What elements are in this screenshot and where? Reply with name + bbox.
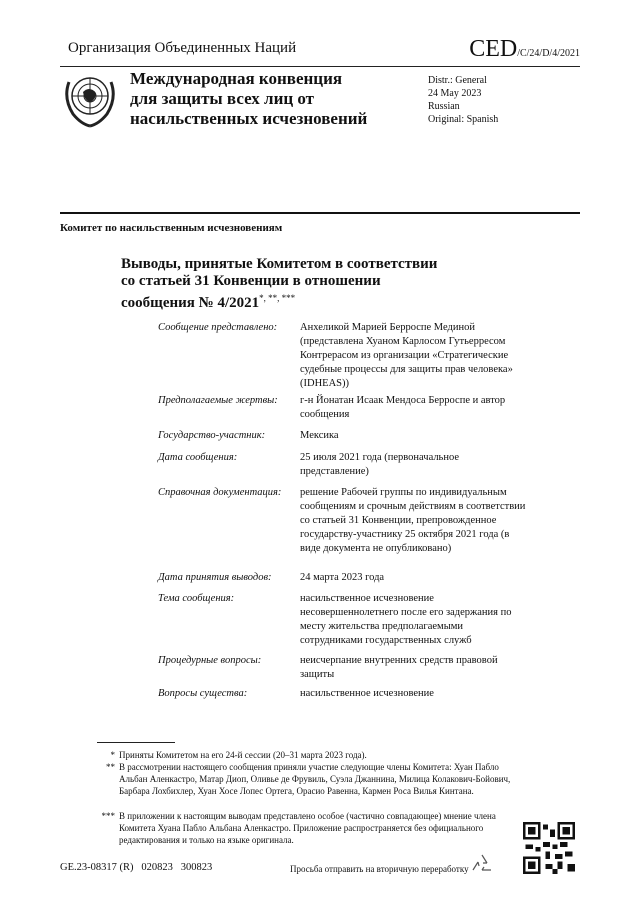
row-value: решение Рабочей группы по индивидуальным сообщениям и срочным действиям в соответствии со статьей 31 Конвенции, препровожденное государству-участнику 25 октября 2021 года (в виде документа не опубликовано) bbox=[300, 487, 526, 554]
row-value: насильственное исчезновение несовершеннолетнего после его задержания по месту жительства предполагаемыми сотрудниками государственных служб bbox=[300, 593, 512, 646]
footnote-text: В приложении к настоящим выводам представлено особое (частично совпадающее) мнение члена Комитета Хуана Пабло Альбана Аленкастро. Приложение распространяется без официального редактирования и только на языке оригинала. bbox=[119, 811, 496, 845]
footnote bbox=[97, 761, 517, 797]
heading-line: Выводы, принятые Комитетом в соответствии bbox=[121, 256, 438, 272]
row-value: г-н Йонатан Исаак Мендоса Берроспе и автор сообщения bbox=[300, 395, 506, 420]
committee-name: Комитет по насильственным исчезновениям bbox=[60, 222, 283, 234]
row-label: Дата принятия выводов: bbox=[158, 572, 272, 583]
convention-title bbox=[130, 69, 410, 129]
job-number: GE.23-08317 (R) 020823 300823 bbox=[60, 862, 213, 873]
qr-code-icon bbox=[523, 822, 575, 874]
footnote-mark: *** bbox=[101, 811, 115, 821]
convention-title-line: для защиты всех лиц от bbox=[130, 89, 315, 108]
footnote-rule bbox=[97, 742, 175, 743]
row-label: Справочная документация: bbox=[158, 487, 282, 498]
row-label: Государство-участник: bbox=[158, 430, 266, 441]
convention-title-line: Международная конвенция bbox=[130, 69, 343, 88]
footnote-marks: *, **, *** bbox=[259, 293, 296, 303]
distribution-info bbox=[428, 74, 498, 126]
document-symbol bbox=[469, 36, 580, 63]
heading-line: со статьей 31 Конвенции в отношении bbox=[121, 273, 381, 289]
footnote-text: В рассмотрении настоящего сообщения приняли участие следующие члены Комитета: Хуан Пабло Альбан Аленкастро, Матар Диоп, Оливье де Фрувиль, Суэла Джаннина, Милица Колакович-Бойович, Барбара Лохбихлер, Хуан Хосе Лопес Ортега, Орасио Равенна, Кармен Роса Вилья Кинтана. bbox=[119, 762, 511, 796]
row-label: Сообщение представлено: bbox=[158, 322, 278, 333]
section-rule bbox=[60, 212, 580, 214]
footnote bbox=[97, 749, 517, 761]
row-label: Тема сообщения: bbox=[158, 593, 235, 604]
row-value: Анхеликой Марией Берроспе Мединой (представлена Хуаном Карлосом Гутьерресом Контрерасом из организации «Стратегические судебные процессы для защиты прав человека» (IDHEAS)) bbox=[300, 322, 513, 389]
row-value: 24 марта 2023 года bbox=[300, 572, 385, 583]
heading-line: сообщения № 4/2021 bbox=[121, 295, 260, 311]
symbol-main: CED bbox=[469, 36, 518, 62]
row-value: 25 июля 2021 года (первоначальное представление) bbox=[300, 452, 460, 477]
row-label: Вопросы существа: bbox=[158, 688, 248, 699]
row-label: Предполагаемые жертвы: bbox=[158, 395, 278, 406]
footnote-text: Приняты Комитетом на его 24-й сессии (20–31 марта 2023 года). bbox=[119, 750, 367, 760]
row-label: Дата сообщения: bbox=[158, 452, 238, 463]
convention-title-line: насильственных исчезновений bbox=[130, 109, 368, 128]
recycle-icon bbox=[470, 852, 494, 876]
footnote bbox=[97, 810, 517, 846]
row-value: неисчерпание внутренних средств правовой защиты bbox=[300, 655, 498, 680]
document-heading bbox=[121, 256, 461, 312]
un-emblem-icon bbox=[63, 68, 117, 128]
row-value: насильственное исчезновение bbox=[300, 688, 434, 699]
distribution: Distr.: General bbox=[428, 75, 487, 86]
recycle-text: Просьба отправить на вторичную переработку bbox=[290, 864, 469, 874]
date: 24 May 2023 bbox=[428, 88, 482, 99]
header-rule bbox=[60, 66, 580, 67]
row-label: Процедурные вопросы: bbox=[158, 655, 262, 666]
language: Russian bbox=[428, 101, 460, 112]
organization-name: Организация Объединенных Наций bbox=[68, 40, 297, 56]
row-value: Мексика bbox=[300, 430, 339, 441]
footnote-mark: ** bbox=[106, 762, 115, 772]
original-language: Original: Spanish bbox=[428, 114, 499, 125]
symbol-rest: /C/24/D/4/2021 bbox=[517, 48, 580, 59]
footnote-mark: * bbox=[110, 750, 115, 760]
